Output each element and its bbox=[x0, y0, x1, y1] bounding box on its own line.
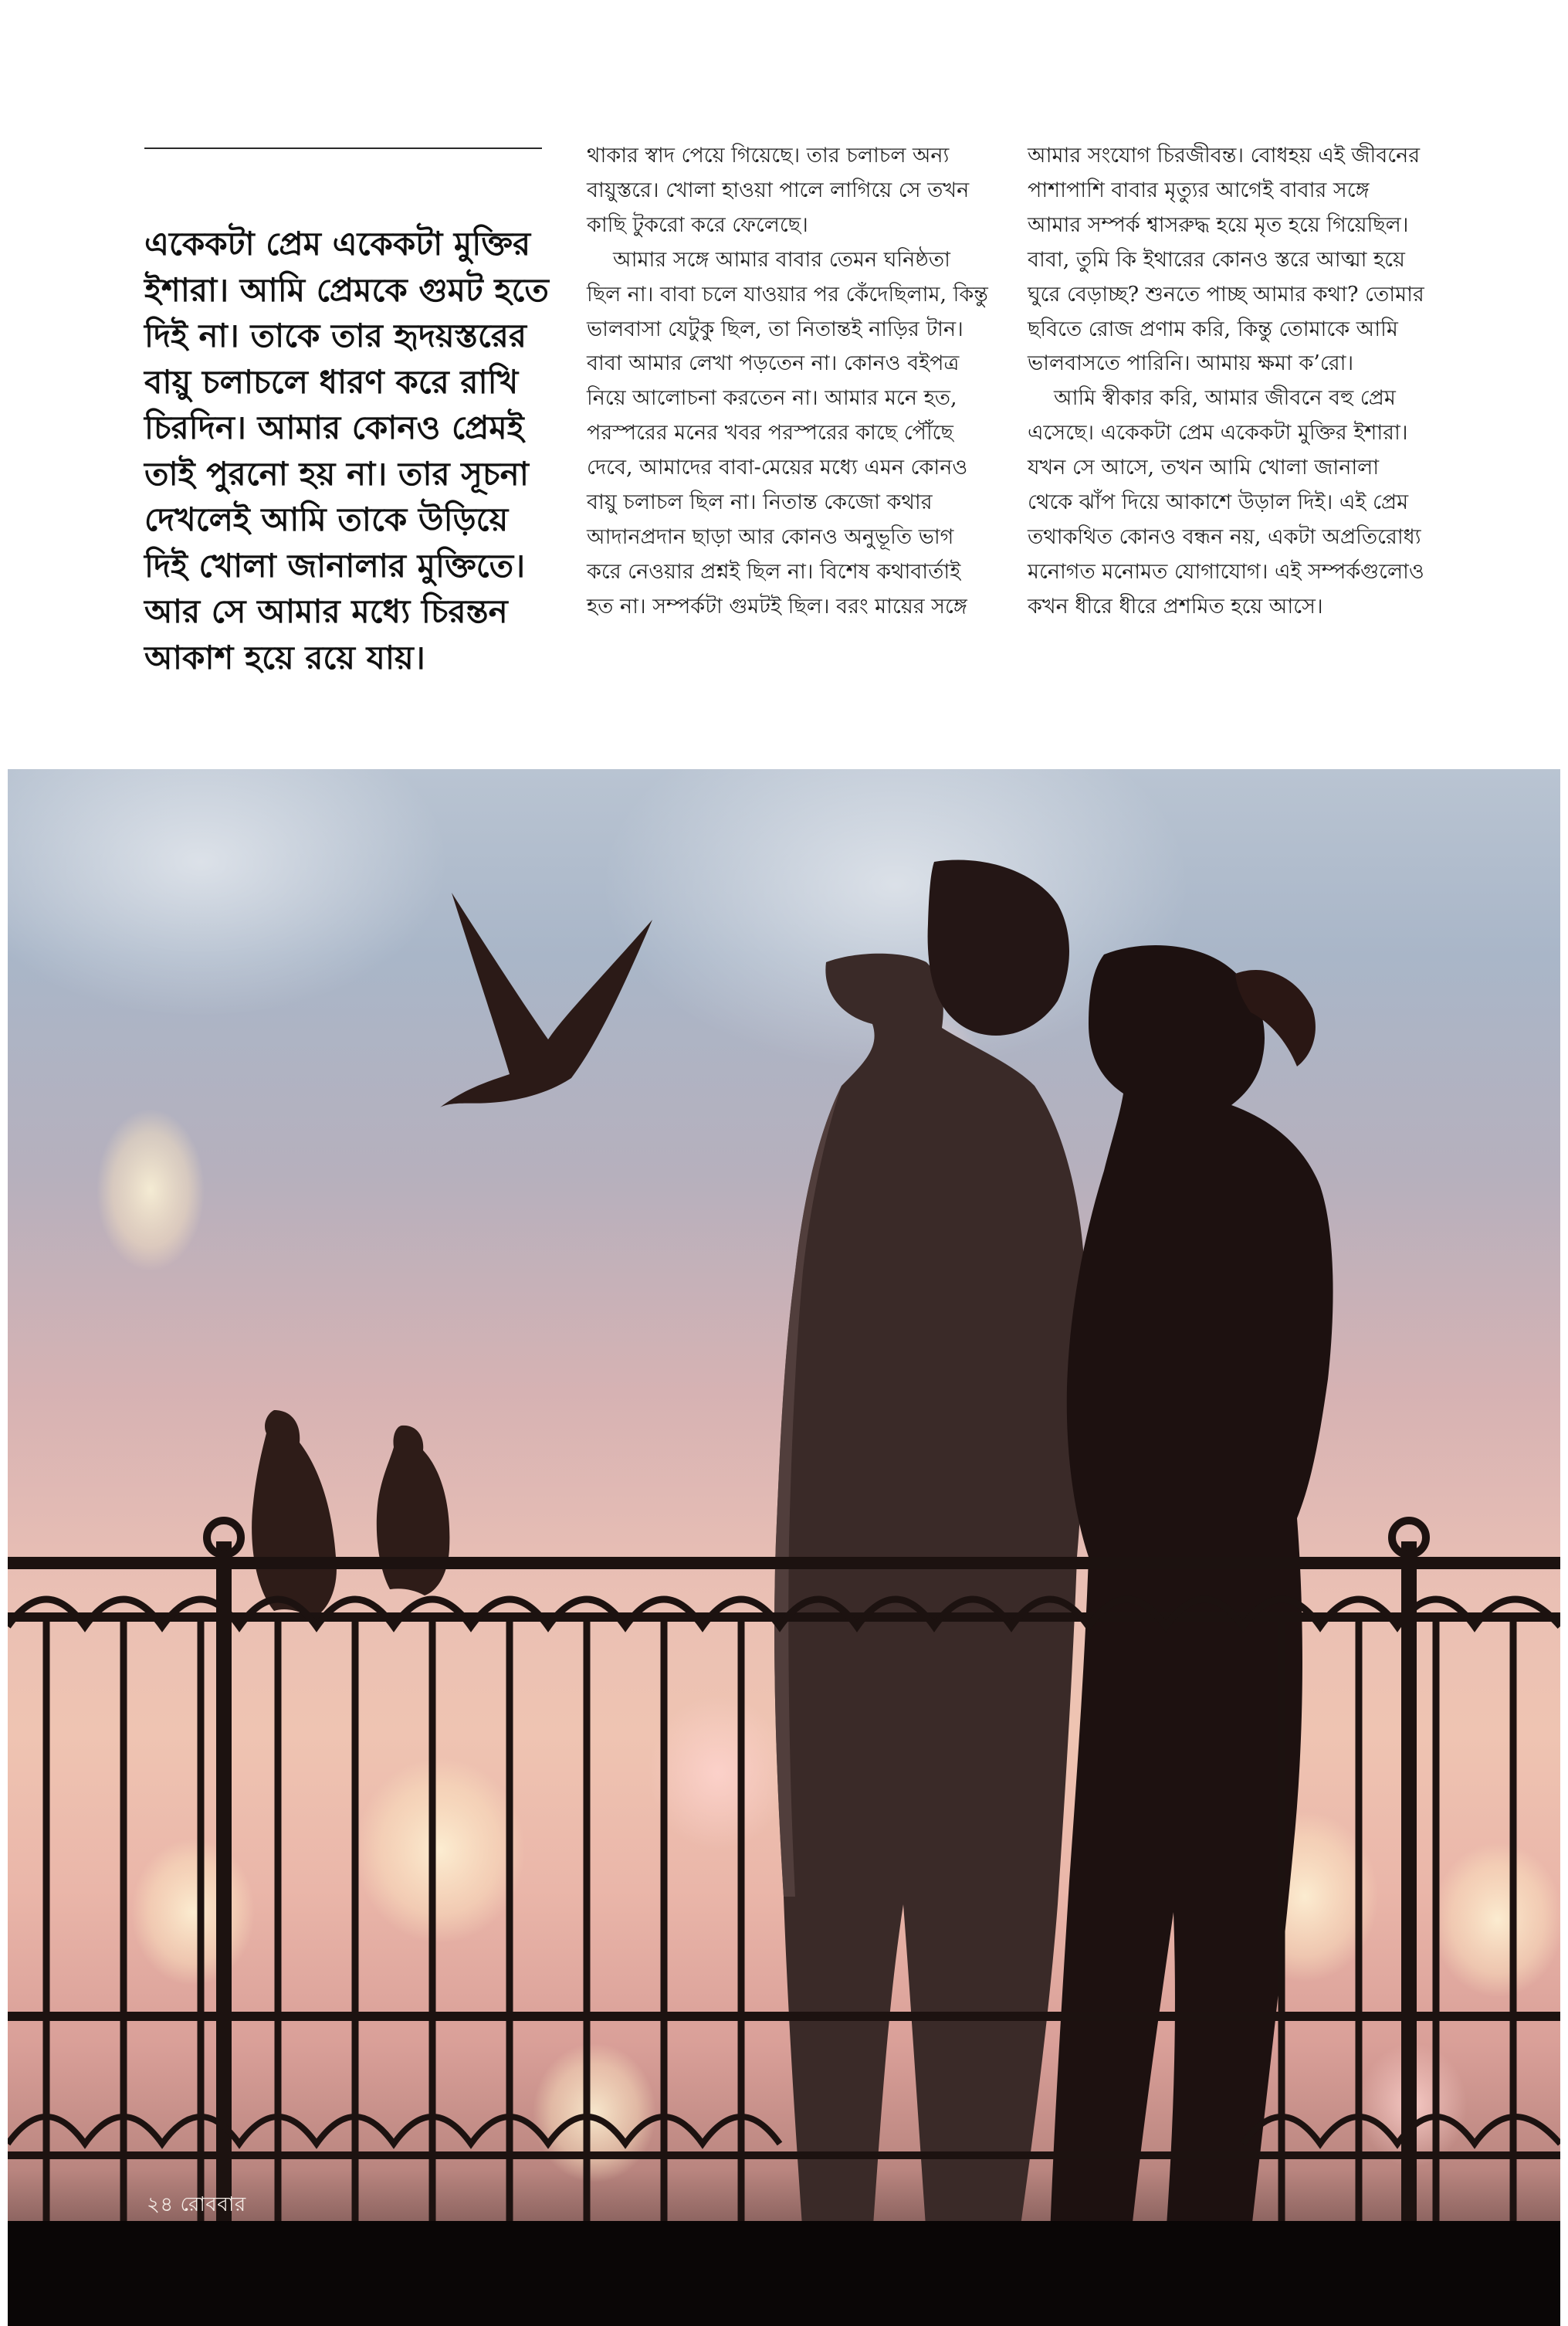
article-column-3 bbox=[1028, 139, 1429, 625]
bokeh-light bbox=[533, 2043, 656, 2182]
column-2-paragraph-2: আমার সঙ্গে আমার বাবার তেমন ঘনিষ্ঠতা ছিল না। বাবা চলে যাওয়ার পর কেঁদেছিলাম, কিন্তু ভালবাসা যেটুকু ছিল, তা নিতান্তই নাড়ির টান। বাবা আমার লেখা পড়তেন না। কোনও বইপত্র নিয়ে আলোচনা করতেন না। আমার মনে হত, পরস্পরের মনের খবর পরস্পরের কাছে পৌঁছে দেবে, আমাদের বাবা-মেয়ের মধ্যে এমন কোনও বায়ু চলাচল ছিল না। নিতান্ত কেজো কথার আদানপ্রদান ছাড়া আর কোনও অনুভূতি ভাগ করে নেওয়ার প্রশ্নই ছিল না। বিশেষ কথাবার্তাই হত না। সম্পর্কটা গুমটই ছিল। বরং মায়ের সঙ্গে bbox=[587, 247, 988, 619]
page-folio: ২৪ রোববার bbox=[147, 2193, 246, 2216]
bokeh-light bbox=[97, 1109, 205, 1271]
bokeh-light bbox=[649, 1696, 787, 1850]
photo-dark-base bbox=[8, 2221, 1560, 2326]
column-3-paragraph-1: আমার সংযোগ চিরজীবন্ত। বোধহয় এই জীবনের পাশাপাশি বাবার মৃত্যুর আগেই বাবার সঙ্গে আমার সম্পর্ক শ্বাসরুদ্ধ হয়ে মৃত হয়ে গিয়েছিল। বাবা, তুমি কি ইথারের কোনও স্তরে আত্মা হয়ে ঘুরে বেড়াচ্ছ? শুনতে পাচ্ছ আমার কথা? তোমার ছবিতে রোজ প্রণাম করি, কিন্তু তোমাকে আমি ভালবাসতে পারিনি। আমায় ক্ষমা ক’রো। bbox=[1028, 144, 1424, 376]
perched-pigeons bbox=[252, 1410, 449, 1619]
bokeh-light bbox=[1432, 1843, 1560, 1997]
bokeh-light bbox=[355, 1758, 525, 1943]
bokeh-light bbox=[131, 1839, 255, 1985]
header-rule bbox=[144, 147, 542, 149]
sky-glow bbox=[8, 769, 448, 1016]
article-column-2 bbox=[587, 139, 988, 625]
column-2-paragraph-1: থাকার স্বাদ পেয়ে গিয়েছে। তার চলাচল অন্য বায়ুস্তরে। খোলা হাওয়া পালে লাগিয়ে সে তখন কাছি টুকরো করে ফেলেছে। bbox=[587, 144, 970, 237]
couple-silhouette-photo bbox=[8, 769, 1560, 2326]
photo-illustration bbox=[8, 769, 1560, 2326]
column-3-paragraph-2: আমি স্বীকার করি, আমার জীবনে বহু প্রেম এসেছে। একেকটা প্রেম একেকটা মুক্তির ইশারা। যখন সে আসে, তখন আমি খোলা জানালা থেকে ঝাঁপ দিয়ে আকাশে উড়াল দিই। এই প্রেম তথাকথিত কোনও বন্ধন নয়, একটা অপ্রতিরোধ্য মনোগত মনোমত যোগাযোগ। এই সম্পর্কগুলোও কখন ধীরে ধীরে প্রশমিত হয়ে আসে। bbox=[1028, 386, 1424, 619]
pull-quote: একেকটা প্রেম একেকটা মুক্তির ইশারা। আমি প্রেমকে গুমট হতে দিই না। তাকে তার হৃদয়স্তরের বায়ু চলাচলে ধারণ করে রাখি চিরদিন। আমার কোনও প্রেমই তাই পুরনো হয় না। তার সূচনা দেখলেই আমি তাকে উড়িয়ে দিই খোলা জানালার মুক্তিতে। আর সে আমার মধ্যে চিরন্তন আকাশ হয়ে রয়ে যায়। bbox=[144, 225, 549, 676]
